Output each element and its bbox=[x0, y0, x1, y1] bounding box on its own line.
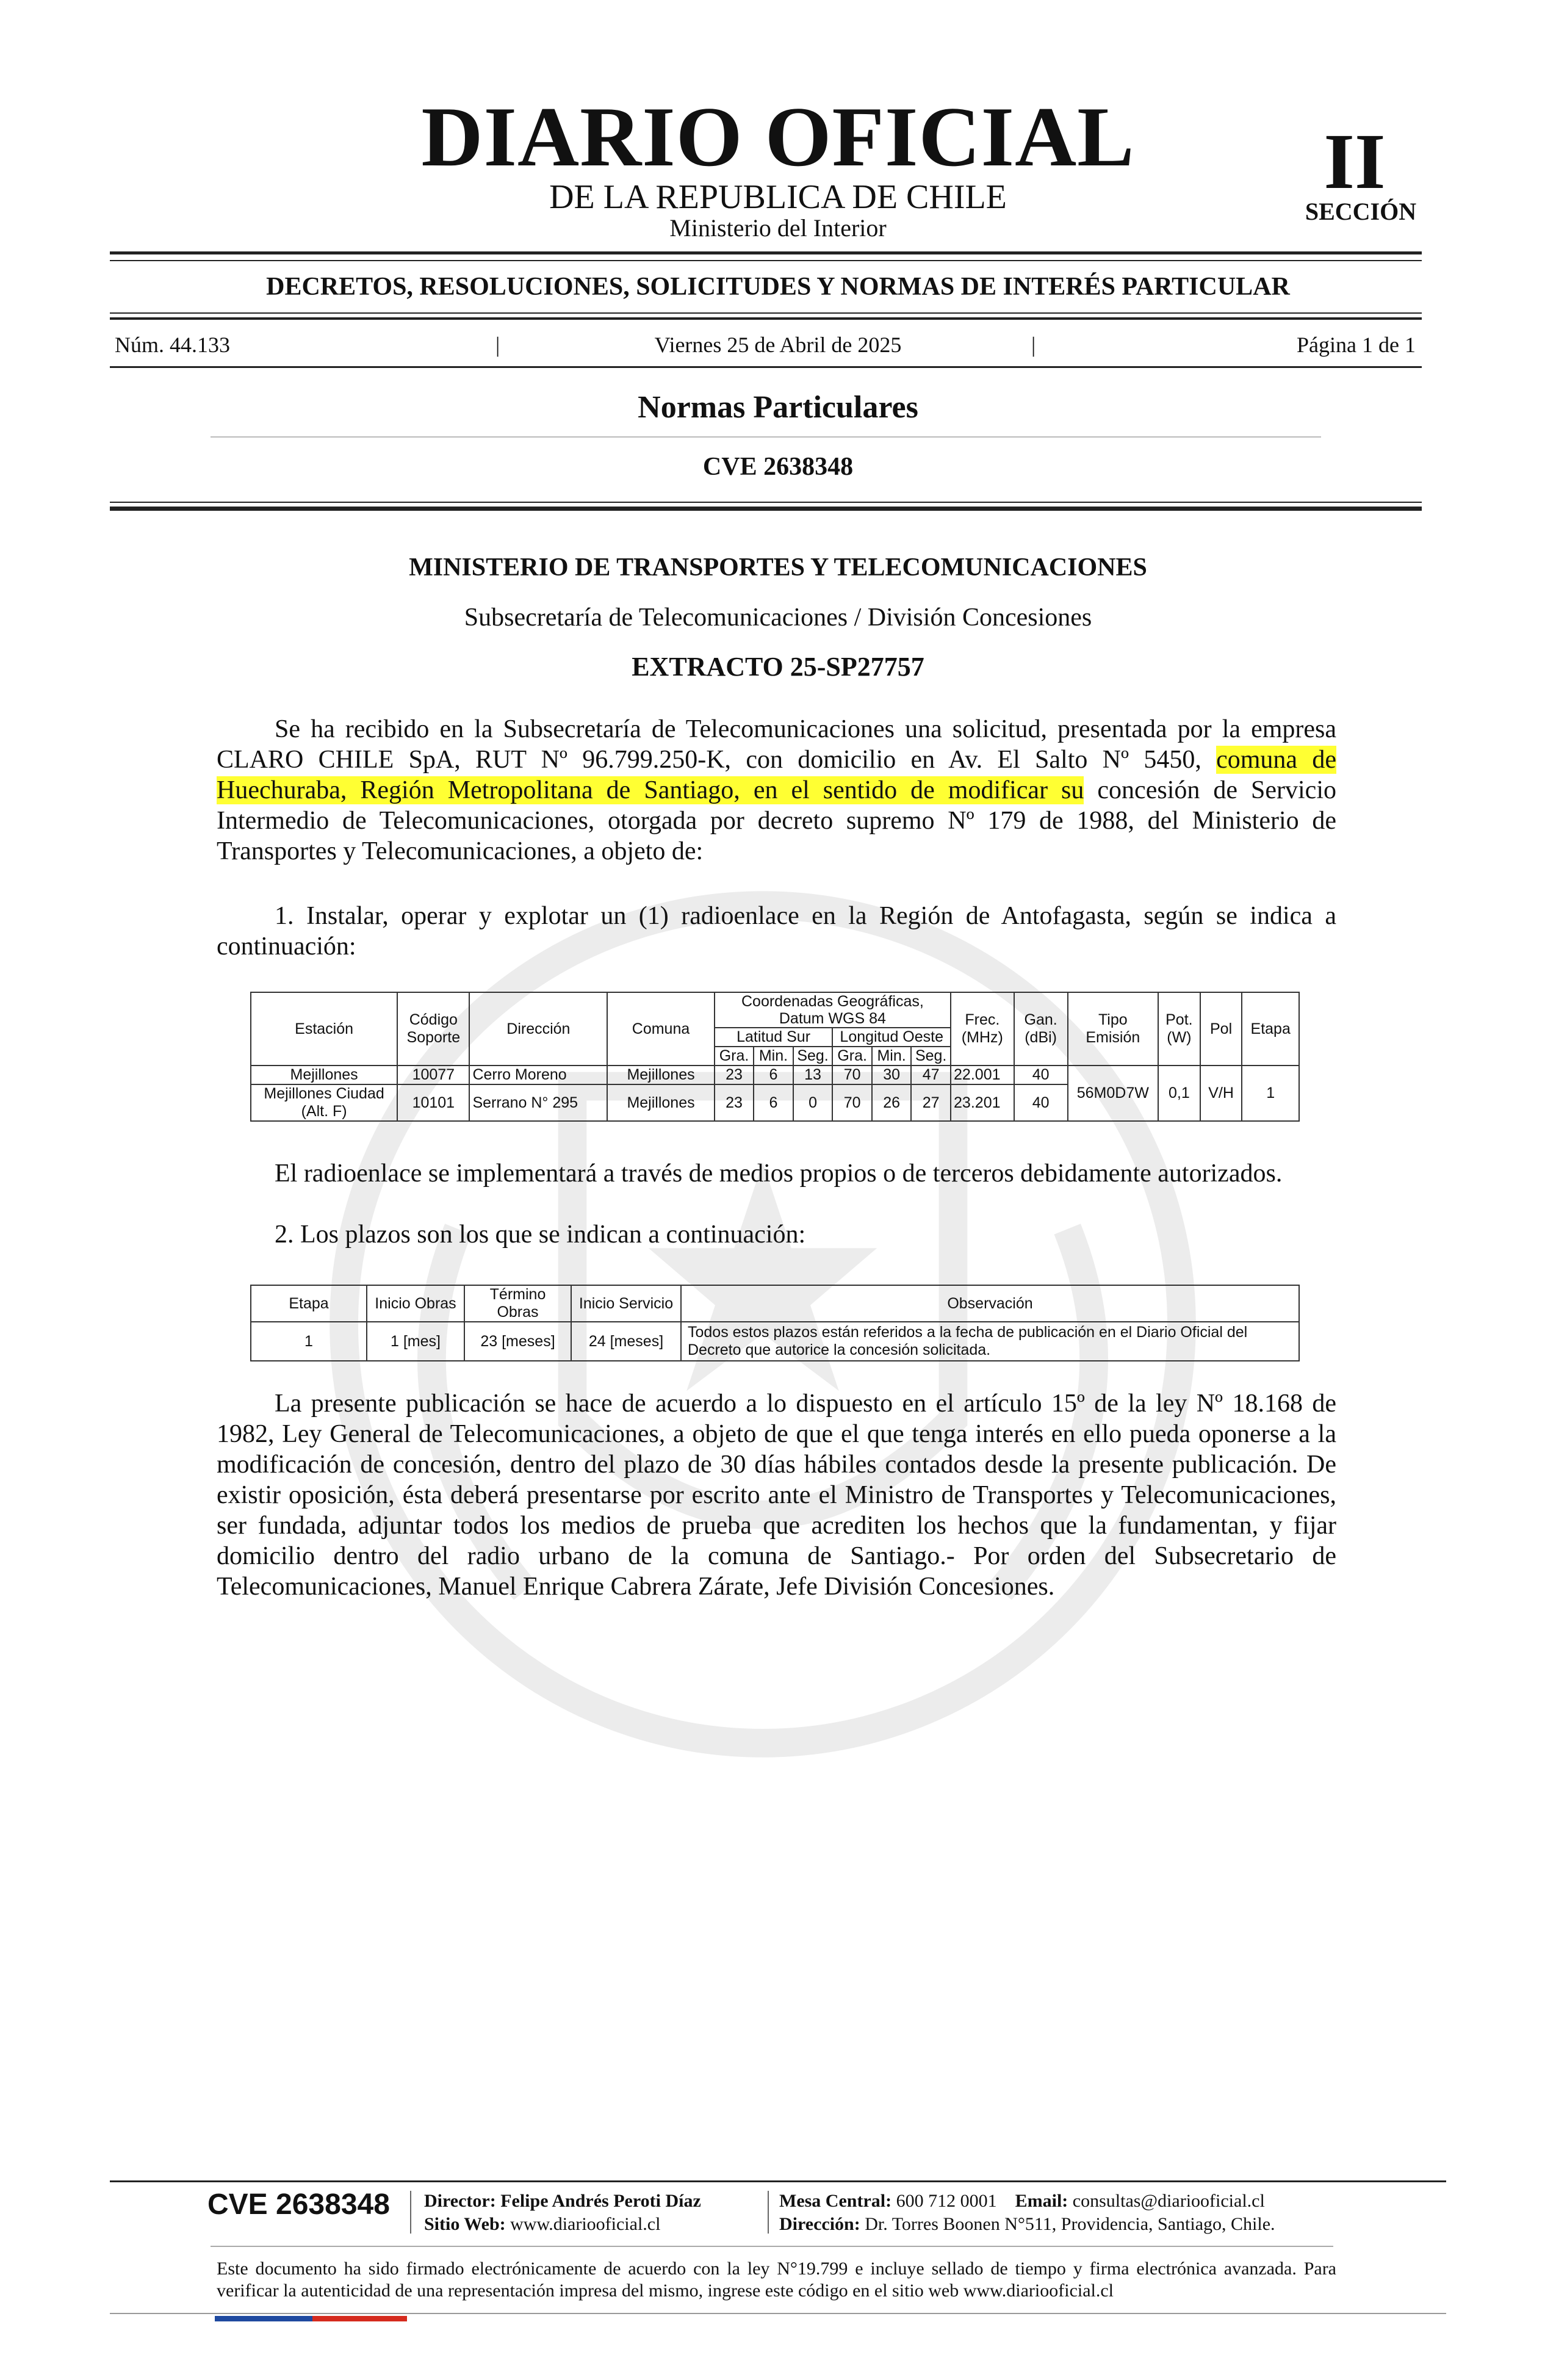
issue-separator-left: | bbox=[495, 333, 500, 357]
th-gan: Gan. (dBi) bbox=[1014, 992, 1068, 1066]
cell-lat-min: 6 bbox=[754, 1066, 793, 1084]
intro-text-end: concesión de Servicio Intermedio de Telecomunicaciones, otorgada por decreto supremo Nº 179 de 1988, del Ministerio de Transportes y Telecomunicaciones, a objeto de: bbox=[217, 776, 1336, 865]
th-lat-seg: Seg. bbox=[793, 1047, 833, 1066]
cell-lon-min: 26 bbox=[872, 1084, 911, 1121]
footer-site-label: Sitio Web: bbox=[424, 2214, 506, 2234]
th-lat-gra: Gra. bbox=[715, 1047, 754, 1066]
th-inicio-obras: Inicio Obras bbox=[367, 1285, 464, 1322]
th-observacion: Observación bbox=[681, 1285, 1299, 1322]
th-coordenadas: Coordenadas Geográficas, Datum WGS 84 bbox=[715, 992, 951, 1028]
th-latitud-sur: Latitud Sur bbox=[715, 1028, 833, 1047]
cell-lon-gra: 70 bbox=[832, 1084, 872, 1121]
issue-separator-right: | bbox=[1031, 333, 1036, 357]
footer-email-link[interactable]: consultas@diariooficial.cl bbox=[1072, 2191, 1265, 2211]
cell-observacion: Todos estos plazos están referidos a la fecha de publicación en el Diario Oficial del Decreto que autorice la concesión solicitada. bbox=[681, 1322, 1299, 1361]
cell-direccion: Serrano N° 295 bbox=[469, 1084, 607, 1121]
footer-mesa-label: Mesa Central: bbox=[779, 2191, 892, 2211]
cell-direccion: Cerro Moreno bbox=[469, 1066, 607, 1084]
cell-pol: V/H bbox=[1200, 1066, 1242, 1121]
cell-lon-seg: 47 bbox=[911, 1066, 951, 1084]
cell-lat-seg: 13 bbox=[793, 1066, 833, 1084]
footer-director-label: Director: bbox=[424, 2191, 496, 2211]
header-rule-thin bbox=[110, 502, 1422, 503]
section-number: II bbox=[1324, 118, 1386, 206]
masthead-subtitle: DE LA REPUBLICA DE CHILE bbox=[549, 178, 1007, 216]
issue-date: Viernes 25 de Abril de 2025 bbox=[654, 333, 902, 357]
cell-inicio-obras: 1 [mes] bbox=[367, 1322, 464, 1361]
cell-etapa: 1 bbox=[251, 1322, 367, 1361]
cell-frec: 22.001 bbox=[951, 1066, 1014, 1084]
th-direccion: Dirección bbox=[469, 992, 607, 1066]
th-etapa: Etapa bbox=[1242, 992, 1299, 1066]
highlighted-text: comuna de Huechuraba, Región Metropolitana de Santiago, en el sentido de modificar su bbox=[217, 746, 1337, 804]
footer-cve: CVE 2638348 bbox=[207, 2188, 390, 2221]
cell-lon-seg: 27 bbox=[911, 1084, 951, 1121]
category-rule bbox=[211, 436, 1321, 438]
plazos-table bbox=[250, 1285, 1300, 1361]
cell-gan: 40 bbox=[1014, 1066, 1068, 1084]
item-1: 1. Instalar, operar y explotar un (1) radioenlace en la Región de Antofagasta, según se indica a continuación: bbox=[217, 902, 1336, 961]
cell-lon-gra: 70 bbox=[832, 1066, 872, 1084]
header-rule-thick bbox=[110, 507, 1422, 511]
footer-site-line bbox=[424, 2213, 766, 2236]
cell-codigo: 10077 bbox=[397, 1066, 469, 1084]
th-pol: Pol bbox=[1200, 992, 1242, 1066]
banner-rule-thin bbox=[110, 312, 1422, 314]
footer-rule-top bbox=[110, 2180, 1446, 2182]
footer-director-line bbox=[424, 2190, 766, 2213]
cell-comuna: Mejillones bbox=[607, 1084, 715, 1121]
flag-stripe-red bbox=[312, 2316, 407, 2321]
footer-mesa-value: 600 712 0001 bbox=[896, 2191, 997, 2211]
table-row bbox=[251, 1066, 1299, 1084]
cell-lat-seg: 0 bbox=[793, 1084, 833, 1121]
radioenlace-table bbox=[250, 992, 1300, 1122]
issue-page: Página 1 de 1 bbox=[1297, 333, 1416, 357]
th-longitud-oeste: Longitud Oeste bbox=[832, 1028, 951, 1047]
footer-address-value: Dr. Torres Boonen N°511, Providencia, Santiago, Chile. bbox=[865, 2214, 1275, 2234]
cell-lat-gra: 23 bbox=[715, 1084, 754, 1121]
masthead-title: DIARIO OFICIAL bbox=[421, 90, 1135, 184]
radio-note: El radioenlace se implementará a través de medios propios o de terceros debidamente autorizados. bbox=[275, 1159, 1283, 1188]
footer-rule-bottom bbox=[110, 2313, 1446, 2314]
th-lon-seg: Seg. bbox=[911, 1047, 951, 1066]
table-row bbox=[251, 1322, 1299, 1361]
cell-termino-obras: 23 [meses] bbox=[464, 1322, 571, 1361]
masthead-rule-top bbox=[110, 251, 1422, 254]
issue-rule bbox=[110, 366, 1422, 368]
item-2: 2. Los plazos son los que se indican a continuación: bbox=[275, 1221, 806, 1249]
footer-address-line bbox=[779, 2213, 1389, 2236]
footer-mesa-line bbox=[779, 2190, 1389, 2213]
cell-lat-gra: 23 bbox=[715, 1066, 754, 1084]
footer-divider-2 bbox=[768, 2191, 769, 2234]
masthead-rule-thin bbox=[110, 260, 1422, 261]
category-title: Normas Particulares bbox=[638, 390, 918, 425]
closing-paragraph: La presente publicación se hace de acuerdo a lo dispuesto en el artículo 15º de la ley Nº 18.168 de 1982, Ley General de Telecomunicaciones, a objeto de que el que tenga interés en ello pueda oponerse a la modificación de concesión, dentro del plazo de 30 días hábiles contados desde la presente publicación. De existir oposición, ésta deberá presentarse por escrito ante el Ministro de Transportes y Telecomunicaciones, ser fundada, adjuntar todos los medios de prueba que acrediten los hechos que la fundamentan, y fijar domicilio dentro del radio urbano de la comuna de Santiago.- Por orden del Subsecretario de Telecomunicaciones, Manuel Enrique Cabrera Zárate, Jefe División Concesiones. bbox=[217, 1390, 1336, 1601]
th-lon-gra: Gra. bbox=[832, 1047, 872, 1066]
footer-director-name: Felipe Andrés Peroti Díaz bbox=[500, 2191, 701, 2211]
issue-number: Núm. 44.133 bbox=[115, 333, 230, 357]
footer-email-label: Email: bbox=[1015, 2191, 1068, 2211]
footer-rule-mid bbox=[211, 2246, 1333, 2247]
cell-estacion: Mejillones bbox=[251, 1066, 397, 1084]
footer-site-link[interactable]: www.diariooficial.cl bbox=[510, 2214, 661, 2234]
section-banner: DECRETOS, RESOLUCIONES, SOLICITUDES Y NORMAS DE INTERÉS PARTICULAR bbox=[266, 273, 1290, 301]
cell-etapa: 1 bbox=[1242, 1066, 1299, 1121]
footer-contact-block bbox=[779, 2190, 1389, 2236]
cell-inicio-servicio: 24 [meses] bbox=[571, 1322, 681, 1361]
th-pot: Pot. (W) bbox=[1158, 992, 1200, 1066]
subsecretaria-line: Subsecretaría de Telecomunicaciones / División Concesiones bbox=[464, 604, 1092, 632]
th-codigo-soporte: Código Soporte bbox=[397, 992, 469, 1066]
intro-paragraph bbox=[217, 714, 1336, 867]
th-lat-min: Min. bbox=[754, 1047, 793, 1066]
intro-text-start: Se ha recibido en la Subsecretaría de Telecomunicaciones una solicitud, presentada por la empresa CLARO CHILE SpA, RUT Nº 96.799.250-K, con domicilio en Av. El Salto Nº 5450, bbox=[217, 715, 1336, 774]
th-tipo-emision: Tipo Emisión bbox=[1068, 992, 1158, 1066]
ministry-heading: MINISTERIO DE TRANSPORTES Y TELECOMUNICACIONES bbox=[409, 554, 1147, 582]
flag-stripe-blue bbox=[215, 2316, 312, 2321]
cell-pot: 0,1 bbox=[1158, 1066, 1200, 1121]
extract-title: EXTRACTO 25-SP27757 bbox=[632, 652, 924, 682]
th-inicio-servicio: Inicio Servicio bbox=[571, 1285, 681, 1322]
footer-address-label: Dirección: bbox=[779, 2214, 860, 2234]
cve-code: CVE 2638348 bbox=[702, 453, 854, 481]
cell-estacion: Mejillones Ciudad (Alt. F) bbox=[251, 1084, 397, 1121]
footer-divider-1 bbox=[410, 2191, 411, 2234]
footer-director-block bbox=[424, 2190, 766, 2236]
cell-codigo: 10101 bbox=[397, 1084, 469, 1121]
cell-comuna: Mejillones bbox=[607, 1066, 715, 1084]
banner-rule-thick bbox=[110, 317, 1422, 320]
masthead-ministry: Ministerio del Interior bbox=[669, 214, 887, 242]
th-etapa: Etapa bbox=[251, 1285, 367, 1322]
th-lon-min: Min. bbox=[872, 1047, 911, 1066]
cell-lat-min: 6 bbox=[754, 1084, 793, 1121]
th-frec: Frec. (MHz) bbox=[951, 992, 1014, 1066]
th-termino-obras: Término Obras bbox=[464, 1285, 571, 1322]
th-estacion: Estación bbox=[251, 992, 397, 1066]
cell-tipo-emision: 56M0D7W bbox=[1068, 1066, 1158, 1121]
cell-gan: 40 bbox=[1014, 1084, 1068, 1121]
cell-frec: 23.201 bbox=[951, 1084, 1014, 1121]
section-label: SECCIÓN bbox=[1305, 198, 1417, 225]
cell-lon-min: 30 bbox=[872, 1066, 911, 1084]
th-comuna: Comuna bbox=[607, 992, 715, 1066]
footer-legal-note: Este documento ha sido firmado electrónicamente de acuerdo con la ley N°19.799 e incluye sellado de tiempo y firma electrónica avanzada. Para verificar la autenticidad de una representación impresa del mismo, ingrese este código en el sitio web www.diariooficial.cl bbox=[217, 2259, 1336, 2301]
